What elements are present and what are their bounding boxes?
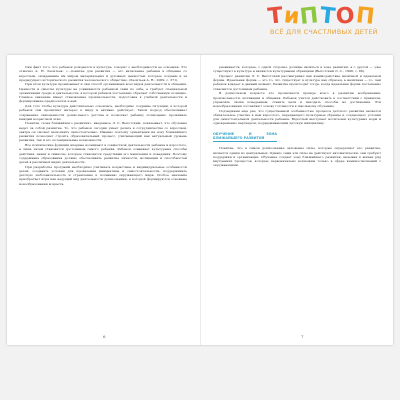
tiptop-logo [266,3,392,36]
page-number: 7 [301,334,304,339]
paragraph: Понятие, что в самом дошкольнике заложены силы, которые определяют его развитие, является одним из центральных. Однако сами эти силы не действуют автоматически, они требуют поддержки и организации. Обучение создает зону ближайшего развития, вызывая к жизни ряд внутренних процессов, которые первоначально возможны только в сфере взаимоотношений с окружающими. [213,146,381,168]
logo-letter: П [354,3,377,30]
paragraph: Сам факт того, что ребенок рождается в культуре, говорит о необходимости ее освоения. Это отмечал А. Н. Леонтьев: «...понятие для развития — это включение ребенка в общение со взрослым, овладевание им миром материальных и духовных ценностей, которые созданы и за предыдущего исторического развития человеческого общества» (Леонтьев А. Н., 2009. с. 371). [19,65,187,82]
paragraph: Все психические функции впервые возникают в совместной деятельности ребенка и взрослого, а лишь затем становятся достоянием самого ребенка. Ребенок осваивает культурные способы действия, знаки и символы, которые становятся средствами его мышления и поведения. Поэтому содержание образования должно обеспечивать развитие личности, мотивации и способностей детей в различных видах деятельности. [19,143,187,165]
left-page [19,65,187,186]
paragraph: Подчеркнем еще раз, что существенной особенностью процесса детского развития является обязательное участие в нем взрослого, передающего культурные образцы и создающего условия для самостоятельной деятельности ребенка. Взрослый выступает носителем культурных норм и одновременно партнером, поддерживающим детскую инициативу. [213,108,381,126]
paragraph: При разработке программ необходимо учитывать возрастные и индивидуальные особенности детей, создавать условия для проявления инициативы и самостоятельности, поддерживать детскую любознательность и стремление к познанию окружающего мира. Особое значение приобретает игра как ведущий вид деятельности дошкольника, в которой формируются основные новообразования возраста. [19,164,187,186]
paragraph: Для того чтобы культура действительно освоилась, необходимо создание ситуации, в которой ребенок сам проявляет интерес к миру и активно действует. Такой подход обеспечивает сохранение самоценности дошкольного детства и позволяет ребенку полноценно проживать каждый возрастной этап. [19,104,187,121]
logo-wordmark [266,3,377,30]
logo-letter: П [299,3,322,30]
paragraph: В дошкольном возрасте это проявляется прежде всего в развитии воображения, произвольности, мотивации и общения. Ребенок учится действовать в соответствии с правилом, управлять своим поведением, ставить цели и находить способы их достижения. Эти новообразования составляют основу готовности к школьному обучению. [213,91,381,109]
page-gutter [200,55,201,345]
paragraph: Процесс развития Л. С. Выготский рассматривал как взаимодействие наличной и идеальной формы. Идеальная форма — это то, что существует в культуре как образец, а наличная — то, чем ребенок владеет в данный момент. Развитие происходит тогда, когда идеальная форма постепенно становится достоянием ребенка. [213,73,381,91]
book-spread [7,55,393,345]
paragraph: Понятие «зона ближайшего развития», введенное Л. С. Выготским, показывает, что обучение ведет за собой развитие. То, что ребенок сегодня умеет делать в сотрудничестве со взрослым, завтра он сможет выполнить самостоятельно. Именно поэтому ориентация на зону ближайшего развития позволяет строить образовательный процесс, учитывающий как актуальный уровень развития, так и его потенциальные возможности. [19,121,187,143]
logo-letter: О [334,3,357,30]
page-number: 6 [103,334,106,339]
logo-letter: Т [266,3,286,30]
paragraph: При этом культура пронизывает и сам способ организации всех видов деятельности и общения. Ценности и смыслы культуры не усваиваются ребенком сами по себе, а требуют специальной организации среды и деятельности, в которой ребенок постепенно обретает собственную позицию. Главное значение имеет становление произвольности, подготовка к учебной деятельности и формирование предпосылок к ней. [19,82,187,104]
right-page [213,65,381,168]
section-heading: ОБУЧЕНИЕ И ЗОНА БЛИЖАЙШЕГО РАЗВИТИЯ [213,132,277,143]
logo-tagline: ВСЁ ДЛЯ СЧАСТЛИВЫХ ДЕТЕЙ [270,28,378,36]
logo-letter: Т [318,3,338,30]
paragraph: развивается, которые, с одной стороны, должны являться в зоне развития, а с другой — уже существуют в культуре и являются культурными образцами (Выготский Л. С., 1996, с. 88). [213,65,381,74]
logo-letter: и [282,3,302,30]
